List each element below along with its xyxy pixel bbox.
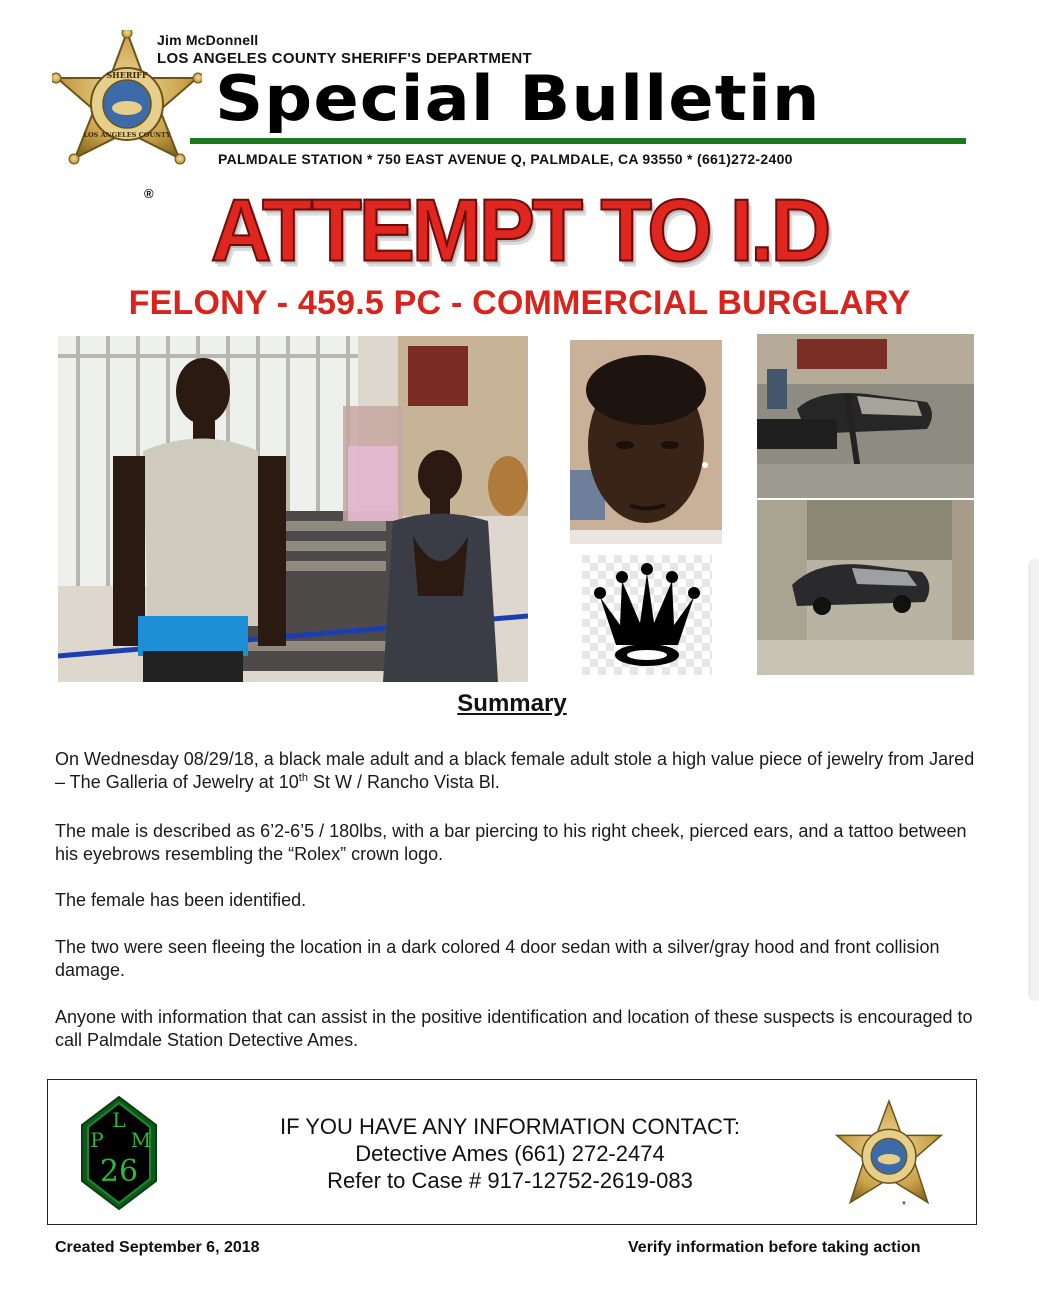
badge-mark: * bbox=[902, 1200, 906, 1211]
summary-heading: Summary bbox=[457, 690, 567, 717]
suspect-face-closeup bbox=[570, 340, 722, 544]
bulletin-title: Special Bulletin bbox=[215, 62, 821, 135]
sheriff-name: Jim McDonnell bbox=[157, 32, 259, 48]
contact-line-detective: Detective Ames (661) 272-2474 bbox=[355, 1141, 665, 1166]
summary-p1-text: On Wednesday 08/29/18, a black male adult and a black female adult stole a high value piece of jewelry from Jared – The Galleria of Jewelry at 10 bbox=[55, 749, 975, 792]
contact-line-case: Refer to Case # 917-12752-2619-083 bbox=[327, 1168, 693, 1193]
plm-26-station-logo bbox=[80, 1095, 158, 1211]
plm-letter-p: P bbox=[90, 1128, 104, 1152]
charge-heading: FELONY - 459.5 PC - COMMERCIAL BURGLARY bbox=[128, 284, 911, 322]
surveillance-photo-store bbox=[58, 336, 528, 682]
scroll-edge-handle[interactable] bbox=[1030, 560, 1039, 1000]
station-address: PALMDALE STATION * 750 EAST AVENUE Q, PALMDALE, CA 93550 * (661)272-2400 bbox=[218, 151, 793, 167]
summary-p1-superscript: th bbox=[298, 772, 308, 784]
title-rule bbox=[190, 138, 966, 144]
plm-letter-l: L bbox=[112, 1108, 126, 1132]
vehicle-photo-parking-lot bbox=[757, 334, 974, 498]
badge-text-bottom: LOS ANGELES COUNTY bbox=[83, 131, 171, 139]
summary-p1-end: St W / Rancho Vista Bl. bbox=[307, 772, 500, 792]
contact-line-heading: IF YOU HAVE ANY INFORMATION CONTACT: bbox=[279, 1114, 740, 1139]
contact-info bbox=[200, 1113, 820, 1194]
rolex-crown-tattoo-image bbox=[582, 555, 712, 675]
plm-letter-m: M bbox=[130, 1128, 152, 1152]
badge-text-top: SHERIFF bbox=[106, 70, 148, 80]
summary-paragraph-incident bbox=[55, 748, 975, 794]
plm-number: 26 bbox=[99, 1154, 139, 1189]
summary-paragraph-male-description: The male is described as 6’2-6’5 / 180lbs, with a bar piercing to his right cheek, pierced ears, and a tattoo between his eyebrows resembling the “Rolex” crown logo. bbox=[55, 821, 967, 864]
summary-paragraph-female: The female has been identified. bbox=[55, 890, 307, 910]
vehicle-photo-street bbox=[757, 500, 974, 675]
attempt-to-id-heading: ATTEMPT TO I.D bbox=[210, 180, 829, 280]
registered-mark: ® bbox=[144, 186, 154, 201]
verify-notice: Verify information before taking action bbox=[628, 1239, 921, 1256]
summary-paragraph-call-to-action: Anyone with information that can assist in the positive identification and location of these suspects is encouraged to call Palmdale Station Detective Ames. bbox=[55, 1007, 973, 1050]
department-name: LOS ANGELES COUNTY SHERIFF'S DEPARTMENT bbox=[157, 50, 533, 67]
sheriff-star-badge-small bbox=[833, 1098, 945, 1210]
summary-paragraph-vehicle: The two were seen fleeing the location in a dark colored 4 door sedan with a silver/gray hood and front collision damage. bbox=[55, 937, 940, 980]
created-date: Created September 6, 2018 bbox=[55, 1239, 260, 1256]
